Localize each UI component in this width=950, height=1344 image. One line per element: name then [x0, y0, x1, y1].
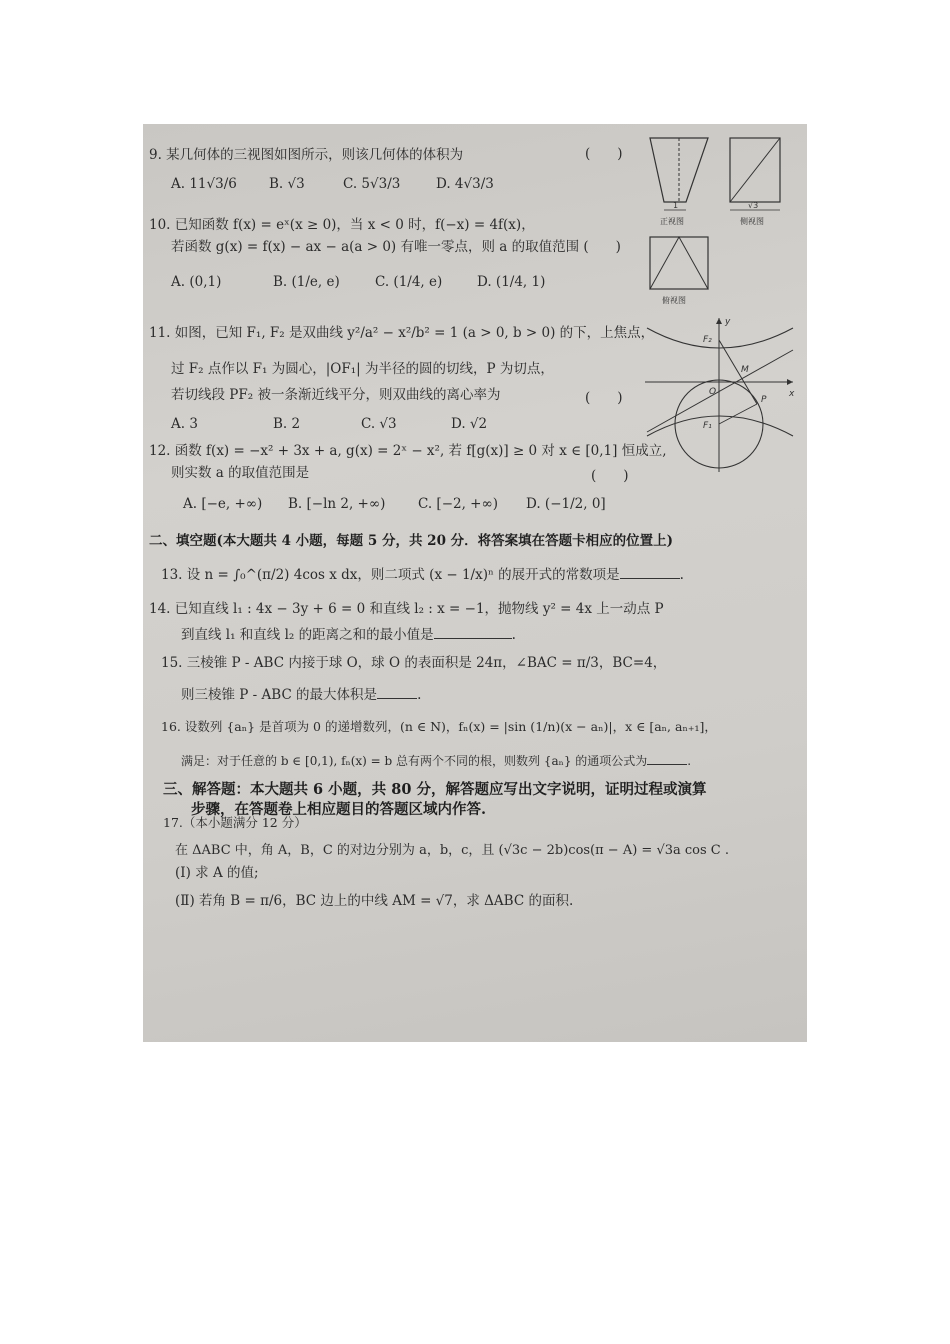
q10-line2: 若函数 g(x) = f(x) − ax − a(a > 0) 有唯一零点，则 a 的取值范围 ( ) [171, 239, 621, 255]
q17-part1: (Ⅰ) 求 A 的值; [175, 865, 259, 881]
hyperbola-upper-branch [647, 328, 793, 348]
q9-option-c: C. 5√3/3 [343, 176, 401, 192]
q11-line1: 11. 如图，已知 F₁, F₂ 是双曲线 y²/a² − x²/b² = 1 (a > 0, b > 0) 的下，上焦点， [149, 325, 655, 341]
q12-line1: 12. 函数 f(x) = −x² + 3x + a, g(x) = 2ˣ − x², 若 f[g(x)] ≥ 0 对 x ∈ [0,1] 恒成立, [149, 443, 667, 459]
q13-text: 13. 设 n = ∫₀^(π/2) 4cos x dx，则二项式 (x − 1/x)ⁿ 的展开式的常数项是 . [161, 564, 684, 584]
section-2-heading: 二、填空题(本大题共 4 小题，每题 5 分，共 20 分．将答案填在答题卡相应的位置上) [149, 533, 674, 549]
q9-option-b: B. √3 [269, 176, 305, 192]
label-f1: F₁ [703, 421, 712, 431]
q11-option-b: B. 2 [273, 416, 301, 432]
section-3-heading-line1: 三、解答题：本大题共 6 小题，共 80 分，解答题应写出文字说明，证明过程或演算 [163, 781, 707, 798]
side-view-label: 侧视图 [740, 217, 764, 226]
front-view-dim: 1 [673, 201, 679, 210]
front-view-label: 正视图 [660, 217, 684, 226]
q12-option-c: C. [−2, +∞) [418, 496, 499, 512]
q15-line2-wrap: 则三棱锥 P - ABC 的最大体积是 . [181, 684, 421, 704]
q12-line2: 则实数 a 的取值范围是 [171, 465, 310, 481]
q14-answer-blank [434, 624, 512, 639]
section-3-heading-line2: 步骤，在答题卷上相应题目的答题区域内作答. [191, 801, 487, 818]
three-view-figure [638, 132, 798, 317]
top-view-label: 俯视图 [662, 296, 686, 305]
q11-answer-paren: ( ) [585, 390, 623, 406]
q15-line1: 15. 三棱锥 P - ABC 内接于球 O，球 O 的表面积是 24π，∠BAC = π/3，BC=4， [161, 655, 667, 671]
q11-line2: 过 F₂ 点作以 F₁ 为圆心，|OF₁| 为半径的圆的切线，P 为切点， [171, 361, 554, 377]
q16-line2-wrap: 满足：对于任意的 b ∈ [0,1), fₙ(x) = b 总有两个不同的根，则数列 {aₙ} 的通项公式为 . [181, 750, 691, 770]
tangent-line [719, 340, 757, 404]
label-m: M [741, 365, 749, 375]
q9-answer-paren: ( ) [585, 146, 623, 162]
hyperbola-figure [643, 314, 803, 474]
q14-line2-wrap: 到直线 l₁ 和直线 l₂ 的距离之和的最小值是 . [181, 624, 516, 644]
top-view-triangle [650, 237, 708, 289]
top-view-square [650, 237, 708, 289]
q12-option-a: A. [−e, +∞) [183, 496, 263, 512]
q9-option-a: A. 11√3/6 [171, 176, 237, 192]
asymptote [647, 350, 793, 432]
exam-photo [143, 124, 807, 1042]
q10-line1: 10. 已知函数 f(x) = eˣ(x ≥ 0)，当 x < 0 时，f(−x) = 4f(x)， [149, 217, 535, 233]
q10-option-c: C. (1/4, e) [375, 274, 443, 290]
q10-option-a: A. (0,1) [171, 274, 222, 290]
q17-part2: (Ⅱ) 若角 B = π/6，BC 边上的中线 AM = √7，求 ΔABC 的面积. [175, 893, 574, 909]
q17-header: 17.（本小题满分 12 分） [163, 815, 307, 830]
q17-line1: 在 ΔABC 中，角 A，B，C 的对边分别为 a，b，c，且 (√3c − 2b)cos(π − A) = √3a cos C . [175, 843, 730, 858]
q12-answer-paren: ( ) [591, 468, 629, 484]
q11-option-c: C. √3 [361, 416, 397, 432]
q14-line2: 到直线 l₁ 和直线 l₂ 的距离之和的最小值是 [181, 627, 434, 643]
q10-option-b: B. (1/e, e) [273, 274, 340, 290]
label-o: O [709, 387, 717, 397]
q15-line2: 则三棱锥 P - ABC 的最大体积是 [181, 687, 378, 703]
label-y: y [725, 317, 731, 327]
q10-option-d: D. (1/4, 1) [477, 274, 546, 290]
q12-option-d: D. (−1/2, 0] [526, 496, 606, 512]
q16-answer-blank [647, 750, 687, 765]
label-p: P [761, 395, 767, 405]
hyperbola-lower-branch [647, 416, 793, 436]
q15-answer-blank [377, 684, 417, 699]
q13-answer-blank [620, 564, 680, 579]
q14-line1: 14. 已知直线 l₁ : 4x − 3y + 6 = 0 和直线 l₂ : x = −1，抛物线 y² = 4x 上一动点 P [149, 601, 664, 617]
q11-line3: 若切线段 PF₂ 被一条渐近线平分，则双曲线的离心率为 [171, 387, 501, 403]
q11-option-a: A. 3 [171, 416, 198, 432]
label-f2: F₂ [703, 335, 712, 345]
q9-text: 9. 某几何体的三视图如图所示，则该几何体的体积为 [149, 147, 464, 163]
side-view-dim: √3 [748, 201, 759, 210]
q16-line2: 满足：对于任意的 b ∈ [0,1), fₙ(x) = b 总有两个不同的根，则数列 {aₙ} 的通项公式为 [181, 754, 648, 768]
q16-line1: 16. 设数列 {aₙ} 是首项为 0 的递增数列，(n ∈ N)，fₙ(x) = |sin (1/n)(x − aₙ)|，x ∈ [aₙ, aₙ₊₁]， [161, 719, 717, 734]
q12-option-b: B. [−ln 2, +∞) [288, 496, 386, 512]
q13-stem: 13. 设 n = ∫₀^(π/2) 4cos x dx，则二项式 (x − 1/x)ⁿ 的展开式的常数项是 [161, 567, 620, 583]
label-x: x [789, 389, 795, 399]
q11-option-d: D. √2 [451, 416, 488, 432]
q9-option-d: D. 4√3/3 [436, 176, 494, 192]
